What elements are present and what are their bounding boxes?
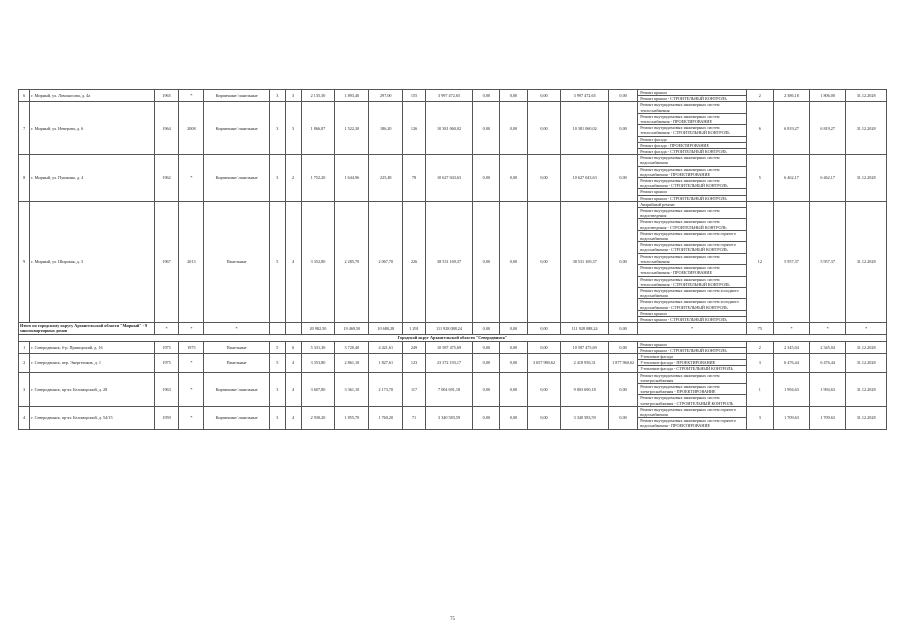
cell-date: 31.12.2028 — [846, 102, 887, 155]
cell-people: 117 — [403, 372, 426, 406]
cell-nonlive: 1 760,20 — [369, 406, 403, 429]
work-item: Ремонт внутридомовых инженерных систем водоотведения - СТРОИТЕЛЬНЫЙ КОНТРОЛЬ — [638, 219, 746, 230]
cell-own: 10 381 060,02 — [561, 102, 608, 155]
cell-floors: 3 — [269, 155, 285, 202]
cell-live: 2 861,10 — [335, 353, 369, 372]
cell-floors: 5 — [269, 201, 285, 322]
cell-wall: Кирпичные/ панельные — [204, 102, 270, 155]
summary-cost1: * — [773, 323, 809, 334]
cell-rep: * — [179, 353, 204, 372]
cell-cost2: 6 476,44 — [810, 353, 846, 372]
table-row — [19, 201, 887, 322]
cell-date: 31.12.2028 — [846, 155, 887, 202]
work-item: Ремонт внутридомовых инженерных систем горячего водоснабжения — [638, 407, 746, 418]
cell-works — [638, 406, 747, 429]
work-item: Ремонт крыши - СТРОИТЕЛЬНЫЙ КОНТРОЛЬ — [640, 347, 727, 353]
work-item: Ремонт внутридомовых инженерных систем водоотведения — [638, 208, 746, 219]
cell-rep: 1975 — [179, 341, 204, 353]
cell-nonlive: 225,48 — [369, 155, 403, 202]
work-item: Аварийный ремонт — [638, 202, 746, 208]
work-item: Ремонт фасада - СТРОИТЕЛЬНЫЙ КОНТРОЛЬ — [640, 149, 727, 155]
work-item: Ремонт крыши - СТРОИТЕЛЬНЫЙ КОНТРОЛЬ — [640, 316, 727, 322]
work-item: Ремонт внутридомовых инженерных систем теплоснабжения - ПРОЕКТИРОВАНИЕ — [638, 114, 746, 125]
cell-works — [638, 372, 747, 406]
cell-area: 1 752,20 — [301, 155, 335, 202]
cell-date: 31.12.2028 — [846, 353, 887, 372]
work-item: Ремонт внутридомовых инженерных систем холодного водоснабжения - СТРОИТЕЛЬНЫЙ КОНТРОЛЬ — [638, 299, 746, 310]
cell-fund2: 0,00 — [500, 102, 527, 155]
cell-cost2: 1 709,63 — [810, 406, 846, 429]
cell-works — [638, 90, 747, 102]
cell-fund1: 0,00 — [473, 155, 500, 202]
cell-n: 6 — [19, 90, 30, 102]
summary-rep: * — [179, 323, 204, 334]
cell-cnt: 2 — [746, 90, 773, 102]
cell-live: 1 644,96 — [335, 155, 369, 202]
register-table — [18, 89, 887, 430]
cell-year: 1963 — [154, 372, 179, 406]
summary-row — [19, 323, 887, 334]
cell-fund3: 0,00 — [527, 102, 561, 155]
cell-live: 3 361,10 — [335, 372, 369, 406]
cell-cost1: 1 709,63 — [773, 406, 809, 429]
cell-year: 1959 — [154, 406, 179, 429]
work-item: Ремонт внутридомовых инженерных систем электроснабжения - СТРОИТЕЛЬНЫЙ КОНТРОЛЬ — [640, 395, 734, 406]
cell-addr: г. Мирный, ул. Пушкина, д. 4 — [30, 155, 154, 202]
cell-addr: г. Мирный, ул. Широкая, д. 3 — [30, 201, 154, 322]
cell-works — [638, 341, 747, 353]
cell-fund2: 0,00 — [500, 406, 527, 429]
work-item: Ремонт крыши — [638, 90, 746, 96]
cell-cost1: 5 957,37 — [773, 201, 809, 322]
cell-people: 123 — [403, 353, 426, 372]
cell-own: 3 997 472,65 — [561, 90, 608, 102]
cell-live: 1 522,30 — [335, 102, 369, 155]
cell-floors: 3 — [269, 406, 285, 429]
cell-fund2: 0,00 — [500, 201, 527, 322]
work-item: Ремонт фасада — [638, 137, 746, 143]
cell-cnt: 12 — [746, 201, 773, 322]
work-item: Ремонт внутридомовых инженерных систем электроснабжения — [638, 373, 746, 384]
cell-total: 23 372 193,17 — [425, 353, 472, 372]
cell-works — [638, 102, 747, 155]
cell-total: 7 004 691,18 — [425, 372, 472, 406]
cell-ent: 4 — [285, 353, 301, 372]
cell-cost2: 6 819,27 — [810, 102, 846, 155]
cell-cost2: 1 806,00 — [810, 90, 846, 102]
cell-fund3: 0,00 — [527, 372, 561, 406]
work-item: Утепление фасада — [638, 354, 746, 360]
section-row — [19, 334, 887, 341]
cell-fund2: 0,00 — [500, 155, 527, 202]
cell-n: 4 — [19, 406, 30, 429]
register-table-container — [18, 89, 887, 430]
cell-cnt: 2 — [746, 341, 773, 353]
cell-area: 5 331,30 — [301, 341, 335, 353]
cell-nonlive: 2 173,70 — [369, 372, 403, 406]
table-row — [19, 372, 887, 406]
cell-floors: 5 — [269, 341, 285, 353]
cell-fund1: 0,00 — [473, 372, 500, 406]
cell-people: 78 — [403, 155, 426, 202]
summary-fund1: 0,00 — [473, 323, 500, 334]
cell-n: 7 — [19, 102, 30, 155]
cell-cnt: 5 — [746, 155, 773, 202]
work-item: Ремонт внутридомовых инженерных систем горячего водоснабжения - ПРОЕКТИРОВАНИЕ — [640, 418, 736, 429]
cell-addr: г. Северодвинск, пер. Энергетиков, д. 1 — [30, 353, 154, 372]
summary-works: * — [638, 323, 747, 334]
section-title: Городской округ Архангельской области "Северодвинск" — [19, 334, 887, 341]
cell-date: 31.12.2028 — [846, 201, 887, 322]
summary-rows — [19, 323, 887, 341]
cell-people: 249 — [403, 341, 426, 353]
cell-total: 3 340 583,59 — [425, 406, 472, 429]
cell-other: 0,00 — [608, 341, 637, 353]
cell-total: 38 531 169,37 — [425, 201, 472, 322]
cell-year: 1965 — [154, 90, 179, 102]
work-item: Ремонт фасада - ПРОЕКТИРОВАНИЕ — [638, 143, 746, 149]
cell-fund3: 0,00 — [527, 406, 561, 429]
cell-cnt: 3 — [746, 406, 773, 429]
summary-wall: * — [204, 323, 270, 334]
cell-fund1: 0,00 — [473, 341, 500, 353]
cell-other: 0,00 — [608, 372, 637, 406]
cell-year: 1975 — [154, 353, 179, 372]
cell-people: 155 — [403, 90, 426, 102]
cell-ent: 4 — [285, 372, 301, 406]
cell-own: 38 531 169,37 — [561, 201, 608, 322]
cell-other: 0,00 — [608, 201, 637, 322]
cell-year: 1962 — [154, 155, 179, 202]
table-row — [19, 406, 887, 429]
cell-other: 0,00 — [608, 102, 637, 155]
cell-rep: 2008 — [179, 102, 204, 155]
summary-own: 111 928 088,24 — [561, 323, 608, 334]
cell-own: 3 340 583,59 — [561, 406, 608, 429]
work-item: Ремонт крыши — [638, 342, 746, 348]
work-item: Ремонт внутридомовых инженерных систем теплоснабжения - ПРОЕКТИРОВАНИЕ — [638, 265, 746, 276]
cell-fund2: 0,00 — [500, 341, 527, 353]
cell-cost2: 6 462,17 — [810, 155, 846, 202]
cell-fund2: 0,00 — [500, 353, 527, 372]
cell-own: 10 627 043,63 — [561, 155, 608, 202]
cell-fund1: 0,00 — [473, 353, 500, 372]
cell-cost1: 2 386,18 — [773, 90, 809, 102]
cell-nonlive: 186,20 — [369, 102, 403, 155]
cell-other: 0,00 — [608, 406, 637, 429]
cell-own: 2 418 956,31 — [561, 353, 608, 372]
cell-wall: Кирпичные/ панельные — [204, 90, 270, 102]
cell-rep: * — [179, 155, 204, 202]
cell-fund3: 0,00 — [527, 155, 561, 202]
work-item: Ремонт внутридомовых инженерных систем горячего водоснабжения — [638, 231, 746, 242]
summary-year: * — [154, 323, 179, 334]
cell-fund2: 0,00 — [500, 90, 527, 102]
cell-area: 3 607,80 — [301, 372, 335, 406]
cell-floors: 3 — [269, 102, 285, 155]
cell-live: 1 893,40 — [335, 90, 369, 102]
cell-other: 0,00 — [608, 90, 637, 102]
cell-floors: 3 — [269, 372, 285, 406]
cell-rep: * — [179, 406, 204, 429]
summary-live: 19 469,50 — [335, 323, 369, 334]
work-item: Ремонт внутридомовых инженерных систем водоснабжения - ПРОЕКТИРОВАНИЕ — [638, 167, 746, 178]
work-item: Ремонт внутридомовых инженерных систем горячего водоснабжения - СТРОИТЕЛЬНЫЙ КОНТРОЛЬ — [638, 242, 746, 253]
cell-other: 0,00 — [608, 155, 637, 202]
cell-works — [638, 353, 747, 372]
work-item: Ремонт крыши - СТРОИТЕЛЬНЫЙ КОНТРОЛЬ — [640, 195, 727, 201]
cell-works — [638, 201, 747, 322]
cell-total: 10 381 060,02 — [425, 102, 472, 155]
cell-ent: 3 — [285, 102, 301, 155]
cell-date: 31.12.2028 — [846, 341, 887, 353]
work-item: Ремонт внутридомовых инженерных систем теплоснабжения - СТРОИТЕЛЬНЫЙ КОНТРОЛЬ — [638, 277, 746, 288]
cell-area: 3 352,80 — [301, 201, 335, 322]
cell-date: 31.12.2028 — [846, 406, 887, 429]
cell-area: 1 866,87 — [301, 102, 335, 155]
work-item: Ремонт крыши - СТРОИТЕЛЬНЫЙ КОНТРОЛЬ — [640, 96, 727, 102]
cell-own: 9 003 690,18 — [561, 372, 608, 406]
cell-area: 3 353,80 — [301, 353, 335, 372]
work-item: Ремонт внутридомовых инженерных систем теплоснабжения — [638, 254, 746, 265]
mirny-rows — [19, 90, 887, 323]
cell-fund1: 0,00 — [473, 406, 500, 429]
cell-n: 3 — [19, 372, 30, 406]
cell-year: 1967 — [154, 201, 179, 322]
work-item: Ремонт внутридомовых инженерных систем холодного водоснабжения — [638, 288, 746, 299]
cell-cost2: 5 957,37 — [810, 201, 846, 322]
table-row — [19, 102, 887, 155]
cell-fund1: 0,00 — [473, 102, 500, 155]
cell-live: 2 285,70 — [335, 201, 369, 322]
cell-date: 31.12.2028 — [846, 90, 887, 102]
cell-addr: г. Мирный, ул. Неверова, д. 6 — [30, 102, 154, 155]
cell-area: 2 930,20 — [301, 406, 335, 429]
work-item: Ремонт крыши — [638, 311, 746, 317]
cell-cnt: 6 — [746, 102, 773, 155]
cell-fund3: 0,00 — [527, 90, 561, 102]
table-row — [19, 353, 887, 372]
cell-rep: * — [179, 90, 204, 102]
cell-cost1: 6 819,27 — [773, 102, 809, 155]
summary-ent — [285, 323, 301, 334]
cell-cost1: 6 462,17 — [773, 155, 809, 202]
cell-cost1: 2 345,04 — [773, 341, 809, 353]
work-item: Ремонт внутридомовых инженерных систем электроснабжения - ПРОЕКТИРОВАНИЕ — [638, 384, 746, 395]
summary-people: 1 291 — [403, 323, 426, 334]
cell-rep: 2013 — [179, 201, 204, 322]
summary-cnt: 75 — [746, 323, 773, 334]
work-item: Ремонт внутридомовых инженерных систем теплоснабжения — [638, 102, 746, 113]
cell-own: 10 587 475,69 — [561, 341, 608, 353]
cell-ent: 6 — [285, 341, 301, 353]
cell-n: 8 — [19, 155, 30, 202]
cell-cost2: 2 345,04 — [810, 341, 846, 353]
summary-nonlive: 10 680,28 — [369, 323, 403, 334]
cell-date: 31.12.2028 — [846, 372, 887, 406]
cell-people: 126 — [403, 102, 426, 155]
cell-fund1: 0,00 — [473, 201, 500, 322]
page-number: 75 — [450, 617, 455, 622]
cell-total: 10 587 475,69 — [425, 341, 472, 353]
cell-fund3: 0,00 — [527, 341, 561, 353]
cell-n: 2 — [19, 353, 30, 372]
cell-fund3: 3 657 980,62 — [527, 353, 561, 372]
cell-cost1: 6 476,44 — [773, 353, 809, 372]
cell-fund2: 0,00 — [500, 372, 527, 406]
cell-nonlive: 1 827,61 — [369, 353, 403, 372]
cell-live: 3 720,40 — [335, 341, 369, 353]
summary-fund2: 0,00 — [500, 323, 527, 334]
cell-ent: 4 — [285, 201, 301, 322]
cell-fund1: 0,00 — [473, 90, 500, 102]
table-row — [19, 155, 887, 202]
cell-ent: 2 — [285, 155, 301, 202]
work-item: Ремонт внутридомовых инженерных систем водоснабжения — [638, 155, 746, 166]
cell-other: 1 877 960,62 — [608, 353, 637, 372]
cell-ent: 3 — [285, 90, 301, 102]
cell-wall: Панельные — [204, 353, 270, 372]
cell-addr: г. Северодвинск, пр-кт. Беломорский, д. 54/15 — [30, 406, 154, 429]
summary-fund3: 0,00 — [527, 323, 561, 334]
cell-nonlive: 4 421,61 — [369, 341, 403, 353]
work-item: Утепление фасада - ПРОЕКТИРОВАНИЕ — [638, 360, 746, 366]
cell-wall: Кирпичные/ панельные — [204, 372, 270, 406]
cell-year: 1975 — [154, 341, 179, 353]
work-item: Утепление фасада - СТРОИТЕЛЬНЫЙ КОНТРОЛЬ — [640, 366, 733, 372]
cell-addr: г. Северодвинск, пр-кт. Беломорский, д. 28 — [30, 372, 154, 406]
cell-cnt: 1 — [746, 372, 773, 406]
summary-date: * — [846, 323, 887, 334]
cell-rep: * — [179, 372, 204, 406]
cell-wall: Кирпичные/ панельные — [204, 406, 270, 429]
summary-label: Итого по городскому округу Архангельской области "Мирный" - 9 многоквартирных домов — [19, 323, 155, 334]
cell-year: 1964 — [154, 102, 179, 155]
cell-addr: г. Северодвинск, б-р. Приморский, д. 16 — [30, 341, 154, 353]
cell-live: 1 855,70 — [335, 406, 369, 429]
severodvinsk-rows — [19, 341, 887, 429]
summary-area: 20 982,50 — [301, 323, 335, 334]
cell-cost2: 1 994,63 — [810, 372, 846, 406]
summary-total: 111 928 088,24 — [425, 323, 472, 334]
work-item: Ремонт внутридомовых инженерных систем водоснабжения - СТРОИТЕЛЬНЫЙ КОНТРОЛЬ — [638, 178, 746, 189]
cell-nonlive: 2 067,70 — [369, 201, 403, 322]
cell-people: 71 — [403, 406, 426, 429]
cell-floors: 5 — [269, 353, 285, 372]
table-row — [19, 341, 887, 353]
cell-total: 3 997 472,65 — [425, 90, 472, 102]
cell-fund3: 0,00 — [527, 201, 561, 322]
cell-works — [638, 155, 747, 202]
cell-total: 10 627 043,63 — [425, 155, 472, 202]
work-item: Ремонт внутридомовых инженерных систем теплоснабжения - СТРОИТЕЛЬНЫЙ КОНТРОЛЬ — [638, 125, 746, 136]
cell-n: 9 — [19, 201, 30, 322]
cell-cnt: 3 — [746, 353, 773, 372]
cell-n: 1 — [19, 341, 30, 353]
work-item: Ремонт крыши — [638, 189, 746, 195]
summary-other: 0,00 — [608, 323, 637, 334]
cell-ent: 4 — [285, 406, 301, 429]
cell-wall: Кирпичные/ панельные — [204, 155, 270, 202]
summary-floors — [269, 323, 285, 334]
table-row — [19, 90, 887, 102]
cell-wall: Панельные — [204, 341, 270, 353]
cell-nonlive: 297,00 — [369, 90, 403, 102]
cell-area: 2 135,30 — [301, 90, 335, 102]
cell-floors: 3 — [269, 90, 285, 102]
cell-addr: г. Мирный, ул. Ломоносова, д. 4а — [30, 90, 154, 102]
cell-cost1: 1 994,63 — [773, 372, 809, 406]
summary-cost2: * — [810, 323, 846, 334]
cell-people: 226 — [403, 201, 426, 322]
cell-wall: Панельные — [204, 201, 270, 322]
